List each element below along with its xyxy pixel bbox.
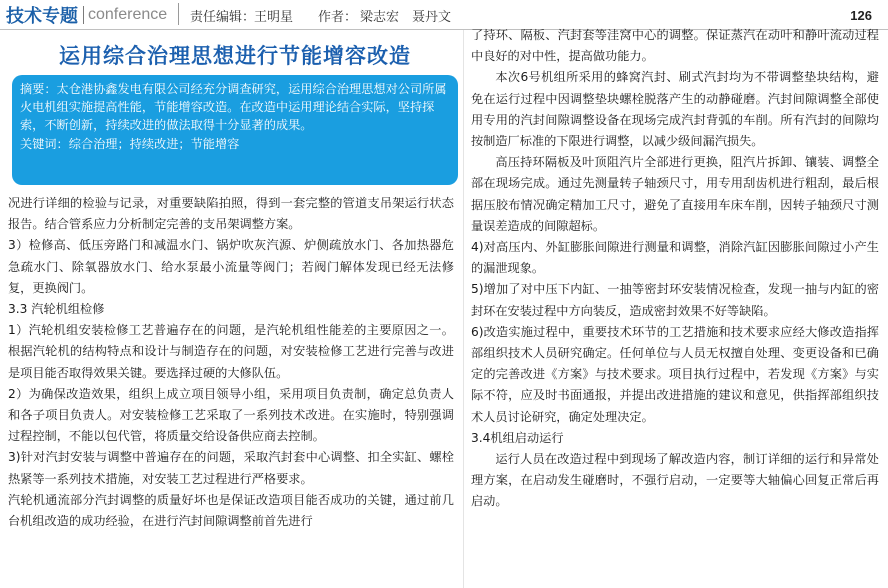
author-label: 作者： [318,10,358,25]
paragraph: 4)对高压内、外缸膨胀间隙进行测量和调整，消除汽缸因膨胀间隙过小产生的漏泄现象。 [471,240,879,276]
paragraph: 了持环、隔板、汽封套等洼窝中心的调整。保证蒸汽在动叶和静叶流动过程中良好的对中性，提高做功能力。 [471,28,879,64]
author-names: 梁志宏 聂丹文 [360,10,452,25]
right-column-body [471,25,879,565]
paragraph: 况进行详细的检验与记录，对重要缺陷拍照，得到一套完整的管道支吊架运行状态报告。结合管系应力分析制定完善的支吊架调整方案。 [8,196,454,232]
paragraph: 3)针对汽封安装与调整中普遍存在的问题，采取汽封套中心调整、扣全实缸、螺栓热紧等一系列技术措施，对安装工艺过程进行严格要求。 [8,450,454,486]
section-subtitle: conference [88,6,168,23]
brand-separator [83,6,84,24]
left-column-body [8,193,454,588]
editor-label: 责任编辑： [190,10,256,25]
header-divider [178,3,179,25]
paragraph: 高压持环隔板及叶顶阻汽片全部进行更换，阻汽片拆卸、镶装、调整全部在现场完成。通过先测量转子轴颈尺寸，用专用刮齿机进行粗刮，最后根据压胶布情况确定精加工尺寸，避免了直接用车床车削，因转子轴颈尺寸测量误差造成的间隙超标。 [471,155,879,233]
abstract-box [12,75,458,185]
editor-name: 王明星 [254,10,294,25]
paragraph: 运行人员在改造过程中到现场了解改造内容，制订详细的运行和异常处理方案，在启动发生碰磨时，不强行启动，一定要等大轴偏心回复正常后再启动。 [471,452,879,509]
paragraph: 5)增加了对中压下内缸、一抽等密封环安装情况检查，发现一抽与内缸的密封环在安装过程中方向装反，造成密封效果不好等缺陷。 [471,282,879,318]
paragraph: 6)改造实施过程中，重要技术环节的工艺措施和技术要求应经大修改造指挥部组织技术人员研究确定。任何单位与人员无权擅自处理、变更设备和已确定的完善改进《方案》与技术要求。项目执行过程中，若发现《方案》与实际不符，应及时书面通报，并提出改进措施的建议和意见，供指挥部组织技术人员讨论研究，确定处理决定。 [471,324,879,424]
section-heading: 3.4机组启动运行 [471,430,564,445]
paragraph: 汽轮机通流部分汽封调整的质量好坏也是保证改造项目能否成功的关键，通过前几台机组改造的成功经验，在进行汽封间隙调整前首先进行 [8,492,454,529]
paragraph: 2）为确保改造效果，组织上成立项目领导小组，采用项目负责制，确定总负责人和各子项目负责人。对安装检修工艺采取了一系列技术改进。在实施时，特别强调过程控制，不能以包代管，将质量交给设备供应商去控制。 [8,386,454,444]
page-number: 126 [850,8,872,23]
section-brand [6,3,167,27]
article-title: 运用综合治理思想进行节能增容改造 [59,44,411,68]
paragraph: 1）汽轮机组安装检修工艺普遍存在的问题，是汽轮机组性能差的主要原因之一。根据汽轮机的结构特点和设计与制造存在的问题，对安装检修工艺进行完善与改进是项目能否取得效果关键。要选择过硬的大修队伍。 [8,323,454,380]
abstract-text: 摘要：太仓港协鑫发电有限公司经充分调查研究，运用综合治理思想对公司所属火电机组实施提高性能，节能增容改造。在改造中运用理论结合实际，坚持探索，不断创新，持续改进的做法取得十分显著的成果。 [20,82,447,132]
column-divider [463,30,464,588]
paragraph: 3）检修高、低压旁路门和减温水门、锅炉吹灰汽源、炉侧疏放水门、各加热器危急疏水门、除氧器放水门、给水泵最小流量等阀门；若阀门解体发现已经无法修复，更换阀门。 [8,238,454,295]
paragraph: 本次6号机组所采用的蜂窝汽封、刷式汽封均为不带调整垫块结构，避免在运行过程中因调整垫块螺栓脱落产生的动静碰磨。汽封间隙调整全部使用专用的汽封间隙调整设备在现场完成汽封背弧的车削。所有汽封的间隙均按制造厂标准的下限进行调整，以减少级间漏汽损失。 [471,70,879,149]
section-title: 技术专题 [6,6,78,27]
section-heading: 3.3 汽轮机组检修 [8,302,105,317]
keywords-line: 关键词：综合治理；持续改进；节能增容 [20,137,240,151]
